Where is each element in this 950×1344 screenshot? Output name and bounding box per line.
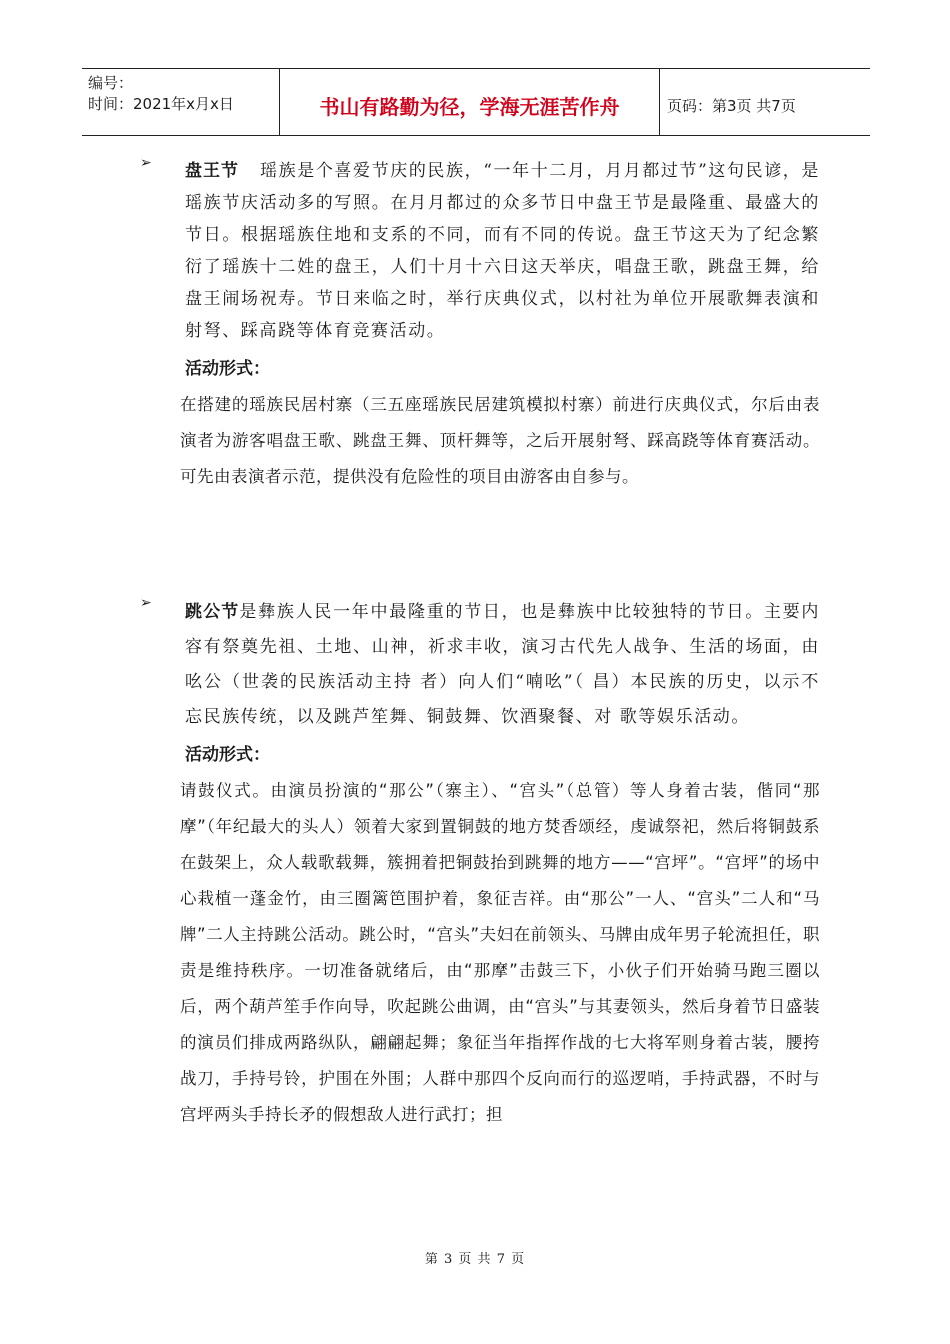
- page-header: [82, 68, 870, 136]
- section-intro: [140, 155, 820, 347]
- section-paragraph: [185, 595, 820, 735]
- section-title: 盘王节: [185, 161, 239, 181]
- id-label: 编号：: [88, 74, 134, 92]
- arrowhead-bullet-icon: ➢: [140, 155, 152, 171]
- activity-form-text: 请鼓仪式。由演员扮演的“那公”（寨主）、“宫头”（总管）等人身着古装，偕同“那摩”（年纪最大的头人）领着大家到置铜鼓的地方焚香颂经，虔诚祭祀，然后将铜鼓系在鼓架上，众人载歌载舞，簇拥着把铜鼓抬到跳舞的地方——“宫坪”。“宫坪”的场中心栽植一蓬金竹，由三圈篱笆围护着，象征吉祥。由“那公”一人、“宫头”二人和“马牌”二人主持跳公活动。跳公时，“宫头”夫妇在前领头、马牌由成年男子轮流担任，职责是维持秩序。一切准备就绪后，由“那摩”击鼓三下，小伙子们开始骑马跑三圈以后，两个葫芦笙手作向导，吹起跳公曲调，由“宫头”与其妻领头，然后身着节日盛装的演员们排成两路纵队，翩翩起舞；象征当年指挥作战的七大将军则身着古装，腰挎战刀，手持号铃，护围在外围；人群中那四个反向而行的巡逻哨，手持武器，不时与宫坪两头手持长矛的假想敌人进行武打；担: [180, 781, 820, 1124]
- arrowhead-bullet-icon: ➢: [140, 595, 152, 611]
- activity-form-label: 活动形式：: [185, 359, 270, 379]
- time-label: 时间：2021年x月x日: [88, 95, 234, 113]
- section-body: 瑶族是个喜爱节庆的民族，“一年十二月，月月都过节”这句民谚，是瑶族节庆活动多的写照。在月月都过的众多节日中盘王节是最隆重、最盛大的节日。根据瑶族住地和支系的不同，而有不同的传说。盘王节这天为了纪念繁衍了瑶族十二姓的盘王，人们十月十六日这天举庆，唱盘王歌，跳盘王舞，给盘王闹场祝寿。节日来临之时，举行庆典仪式，以村社为单位开展歌舞表演和射弩、踩高跷等体育竞赛活动。: [185, 161, 820, 341]
- section-intro: [140, 595, 820, 735]
- section-panwang-festival: [140, 155, 820, 495]
- section-tiaogong-festival: [140, 595, 820, 1133]
- section-body: 是彝族人民一年中最隆重的节日，也是彝族中比较独特的节日。主要内容有祭奠先祖、土地、山神，祈求丰收，演习古代先人战争、生活的场面，由吆公（世袭的民族活动主持 者）向人们“喃吆”（ 昌）本民族的历史，以示不忘民族传统，以及跳芦笙舞、铜鼓舞、饮酒聚餐、对 歌等娱乐活动。: [185, 602, 820, 727]
- activity-form-label: 活动形式：: [185, 745, 270, 765]
- header-meta: [82, 69, 280, 135]
- page-footer: 第 3 页 共 7 页: [424, 1252, 526, 1267]
- section-paragraph: [185, 155, 820, 347]
- header-motto: 书山有路勤为径，学海无涯苦作舟: [280, 69, 660, 135]
- activity-form-text: 在搭建的瑶族民居村寨（三五座瑶族民居建筑模拟村寨）前进行庆典仪式，尔后由表演者为游客唱盘王歌、跳盘王舞、顶杆舞等，之后开展射弩、踩高跷等体育赛活动。可先由表演者示范，提供没有危险性的项目由游客由自参与。: [180, 395, 820, 486]
- header-page-info: 页码：第3页 共7页: [667, 96, 796, 115]
- section-title: 跳公节: [185, 602, 240, 622]
